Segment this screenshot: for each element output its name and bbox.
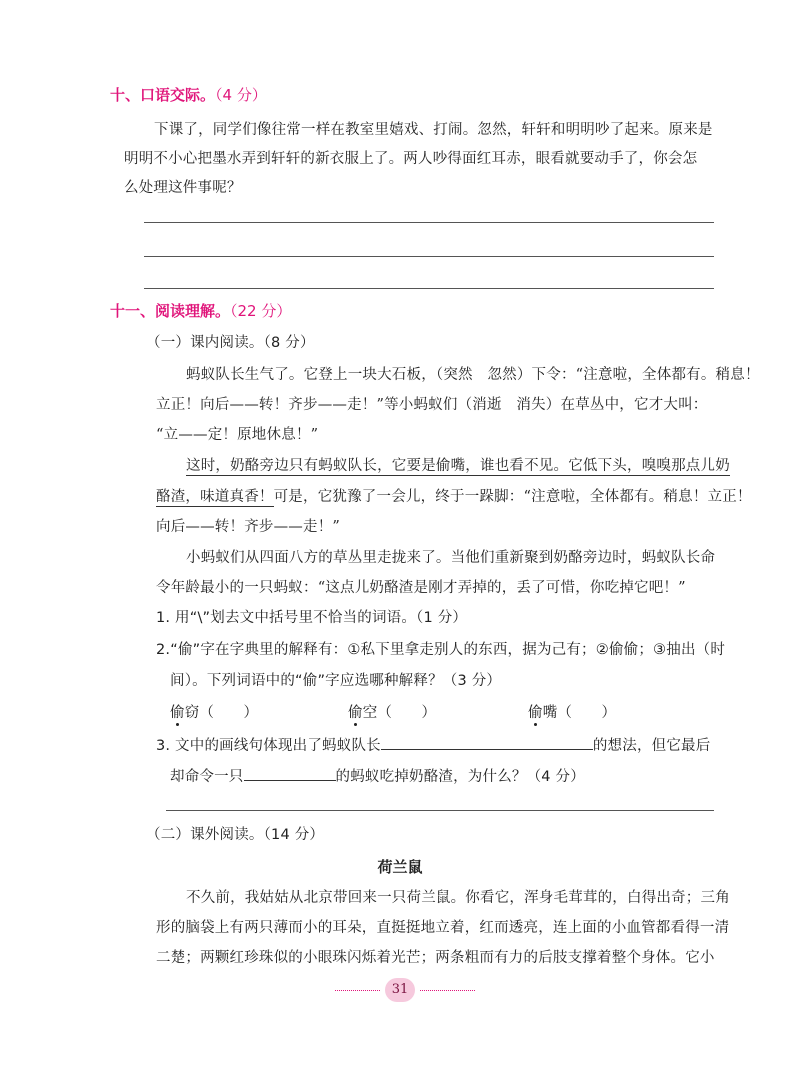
footer-divider — [335, 990, 380, 991]
q2-option-1[interactable]: 偷窃（ ） — [170, 705, 259, 721]
paragraph-line: 蚂蚁队长生气了。它登上一块大石板，（突然 忽然）下令：“注意啦，全体都有。稍息！ — [186, 367, 760, 383]
answer-line[interactable] — [144, 222, 714, 223]
footer-divider — [420, 990, 475, 991]
underlined-sentence: 这时，奶酪旁边只有蚂蚁队长，它要是偷嘴，谁也看不见。它低下头，嗅嗅那点儿奶 — [186, 458, 730, 474]
question-1: 1. 用“\”划去文中括号里不恰当的词语。（1 分） — [156, 610, 468, 626]
paragraph-line: 立正！向后——转！齐步——走！”等小蚂蚁们（消逝 消失）在草丛中，它才大叫： — [156, 397, 708, 413]
passage-title: 荷兰鼠 — [377, 858, 423, 876]
section-10-score: （4 分） — [215, 86, 267, 104]
q2-option-3[interactable]: 偷嘴（ ） — [528, 705, 617, 721]
paragraph-line: 么处理这件事呢？ — [124, 180, 242, 196]
question-2-cont: 间）。下列词语中的“偷”字应选哪种解释？（3 分） — [170, 673, 502, 689]
question-3-cont: 却命令一只 的蚂蚁吃掉奶酪渣，为什么？（4 分） — [170, 766, 585, 787]
paragraph-line: 不久前，我姑姑从北京带回来一只荷兰鼠。你看它，浑身毛茸茸的，白得出奇；三角 — [186, 890, 730, 906]
paragraph-line: “立——定！原地休息！” — [156, 427, 319, 443]
section-11-heading: 十一、阅读理解。（22 分） — [110, 302, 292, 320]
answer-line[interactable] — [144, 288, 714, 289]
section-10-heading: 十、口语交际。（4 分） — [110, 86, 267, 104]
paragraph-line: 令年龄最小的一只蚂蚁：“这点儿奶酪渣是刚才弄掉的，丢了可惜，你吃掉它吧！” — [156, 580, 686, 596]
paragraph-line: 二楚；两颗红珍珠似的小眼珠闪烁着光芒；两条粗而有力的后肢支撑着整个身体。它小 — [156, 950, 715, 966]
answer-line[interactable] — [144, 256, 714, 257]
q2-option-2[interactable]: 偷空（ ） — [348, 705, 437, 721]
q3-blank-1[interactable] — [381, 735, 593, 750]
paragraph-line: 明明不小心把墨水弄到轩轩的新衣服上了。两人吵得面红耳赤，眼看就要动手了，你会怎 — [124, 151, 698, 167]
paragraph-line: 向后——转！齐步——走！” — [156, 519, 341, 535]
paragraph-line: 酪渣，味道真香！可是，它犹豫了一会儿，终于一跺脚：“注意啦，全体都有。稍息！立正！ — [156, 489, 752, 505]
page-number: 31 — [385, 978, 415, 1002]
q3-blank-2[interactable] — [244, 766, 336, 781]
paragraph-line: 形的脑袋上有两只薄而小的耳朵，直挺挺地立着，红而透亮，连上面的小血管都看得一清 — [156, 920, 730, 936]
part-1-label: （一）课内阅读。（8 分） — [146, 335, 315, 351]
part-2-label: （二）课外阅读。（14 分） — [146, 827, 325, 843]
answer-line[interactable] — [166, 810, 714, 811]
paragraph-line: 下课了，同学们像往常一样在教室里嬉戏、打闹。忽然，轩轩和明明吵了起来。原来是 — [154, 122, 713, 138]
paragraph-line: 小蚂蚁们从四面八方的草丛里走拢来了。当他们重新聚到奶酪旁边时，蚂蚁队长命 — [186, 550, 716, 566]
question-3: 3. 文中的画线句体现出了蚂蚁队长 的想法，但它最后 — [156, 735, 710, 756]
section-11-score: （22 分） — [230, 302, 292, 320]
underlined-sentence: 酪渣，味道真香！ — [156, 489, 274, 505]
question-2: 2.“偷”字在字典里的解释有：①私下里拿走别人的东西，据为己有；②偷偷；③抽出（时 — [156, 642, 726, 658]
